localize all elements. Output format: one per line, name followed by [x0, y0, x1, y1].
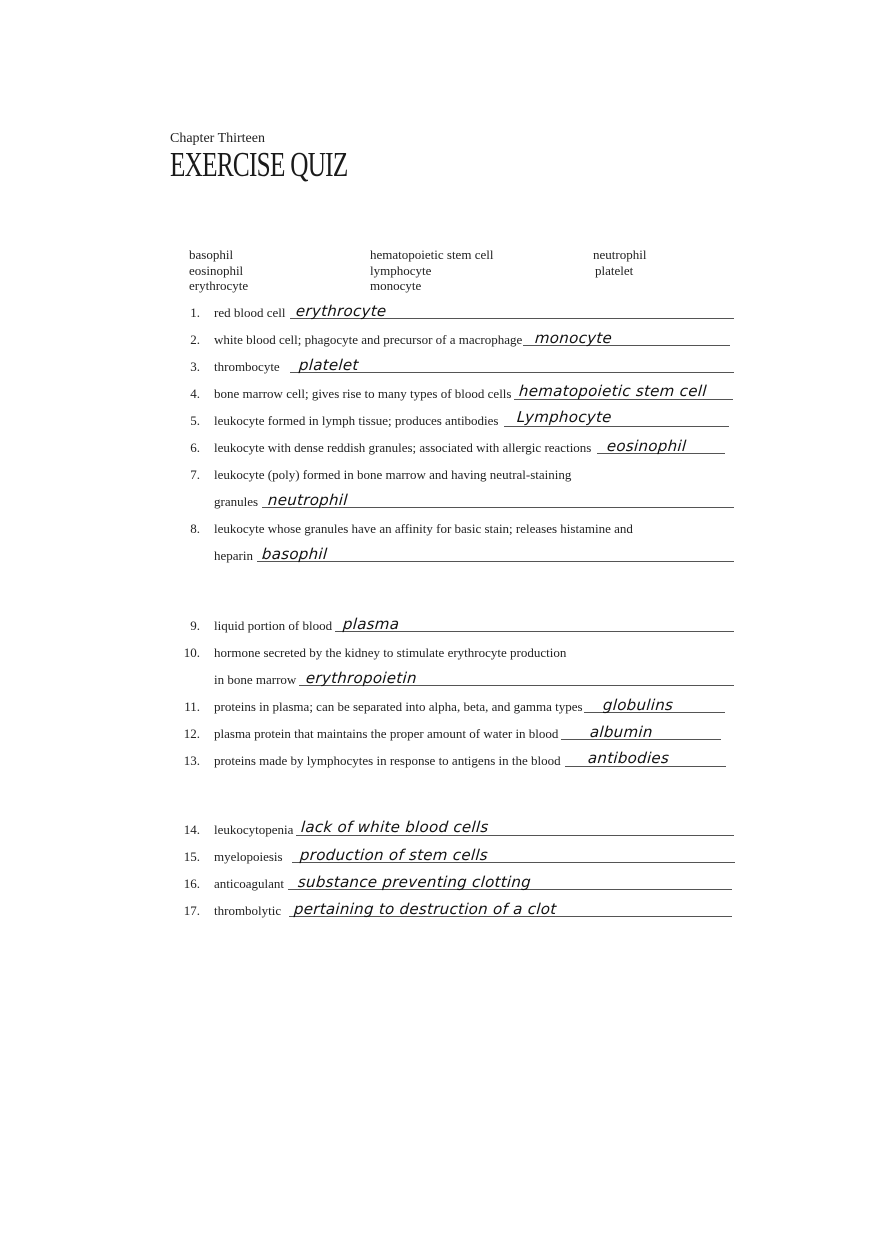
question-number: 14.	[183, 822, 200, 837]
word-bank-item: platelet	[595, 262, 634, 278]
question-text: thrombolytic	[214, 903, 282, 918]
question-number: 16.	[183, 876, 200, 891]
question-text: leukocyte with dense reddish granules; associated with allergic reactions	[214, 440, 592, 455]
word-bank-item: erythrocyte	[189, 278, 249, 293]
handwritten-answer: erythrocyte	[295, 302, 388, 320]
handwritten-answer: basophil	[261, 545, 329, 563]
question-text: in bone marrow	[214, 672, 297, 687]
question-text: plasma protein that maintains the proper amount of water in blood	[214, 726, 559, 741]
question-number: 12.	[183, 726, 200, 741]
question-text: leukocyte whose granules have an affinity for basic stain; releases histamine and	[214, 521, 633, 536]
question-number: 17.	[183, 903, 200, 918]
question-number: 4.	[190, 386, 200, 401]
handwritten-answer: globulins	[602, 696, 674, 714]
question-text: leukocytopenia	[214, 822, 294, 837]
word-bank-column-3	[593, 247, 646, 278]
handwritten-answer: monocyte	[534, 329, 613, 347]
word-bank-item: monocyte	[370, 278, 422, 293]
question-number: 3.	[190, 359, 200, 374]
handwritten-answer: platelet	[298, 356, 360, 374]
question-number: 9.	[190, 618, 200, 633]
question-text: liquid portion of blood	[214, 618, 333, 633]
question-text: thrombocyte	[214, 359, 280, 374]
question-text: myelopoiesis	[214, 849, 283, 864]
handwritten-answer: pertaining to destruction of a clot	[293, 900, 558, 918]
question-number: 8.	[190, 521, 200, 536]
chapter-label: Chapter Thirteen	[170, 131, 265, 146]
question-number: 13.	[183, 753, 200, 768]
answer-line[interactable]	[257, 561, 734, 562]
question-number: 2.	[190, 332, 200, 347]
word-bank-column-1	[189, 247, 248, 294]
handwritten-answer: albumin	[589, 723, 654, 741]
question-number: 1.	[190, 305, 200, 320]
handwritten-answer: lack of white blood cells	[300, 818, 490, 836]
handwritten-answer: substance preventing clotting	[297, 873, 532, 891]
question-text: proteins made by lymphocytes in response to antigens in the blood	[214, 753, 561, 768]
handwritten-answer: eosinophil	[606, 437, 688, 455]
question-text: red blood cell	[214, 305, 286, 320]
question-text: leukocyte formed in lymph tissue; produces antibodies	[214, 413, 499, 428]
question-text: white blood cell; phagocyte and precursor of a macrophage	[214, 332, 523, 347]
question-text: granules	[214, 494, 259, 509]
handwritten-answer: antibodies	[587, 749, 670, 767]
handwritten-answer: erythropoietin	[305, 669, 418, 687]
question-number: 5.	[190, 413, 200, 428]
handwritten-answer: hematopoietic stem cell	[518, 382, 708, 400]
question-number: 7.	[190, 467, 200, 482]
question-text: proteins in plasma; can be separated into alpha, beta, and gamma types	[214, 699, 583, 714]
word-bank-item: hematopoietic stem cell	[370, 247, 494, 262]
question-text: bone marrow cell; gives rise to many types of blood cells	[214, 386, 512, 401]
question-number: 15.	[183, 849, 200, 864]
handwritten-answer: neutrophil	[267, 491, 349, 509]
word-bank-item: lymphocyte	[370, 262, 432, 278]
handwritten-answer: plasma	[342, 615, 400, 633]
question-number: 6.	[190, 440, 200, 455]
word-bank-item: eosinophil	[189, 262, 244, 278]
handwritten-answer: production of stem cells	[299, 846, 489, 864]
question-text: anticoagulant	[214, 876, 285, 891]
handwritten-answer: Lymphocyte	[516, 408, 613, 426]
question-number: 11.	[184, 699, 200, 714]
question-number: 10.	[183, 645, 200, 660]
question-text: heparin	[214, 548, 253, 563]
page-title: EXERCISE QUIZ	[170, 145, 348, 184]
word-bank-column-2	[370, 247, 493, 294]
word-bank-item: basophil	[189, 247, 234, 262]
question-text: hormone secreted by the kidney to stimulate erythrocyte production	[214, 645, 567, 660]
answer-line[interactable]	[504, 426, 729, 427]
question-text: leukocyte (poly) formed in bone marrow and having neutral-staining	[214, 467, 572, 482]
word-bank-item: neutrophil	[593, 247, 647, 262]
